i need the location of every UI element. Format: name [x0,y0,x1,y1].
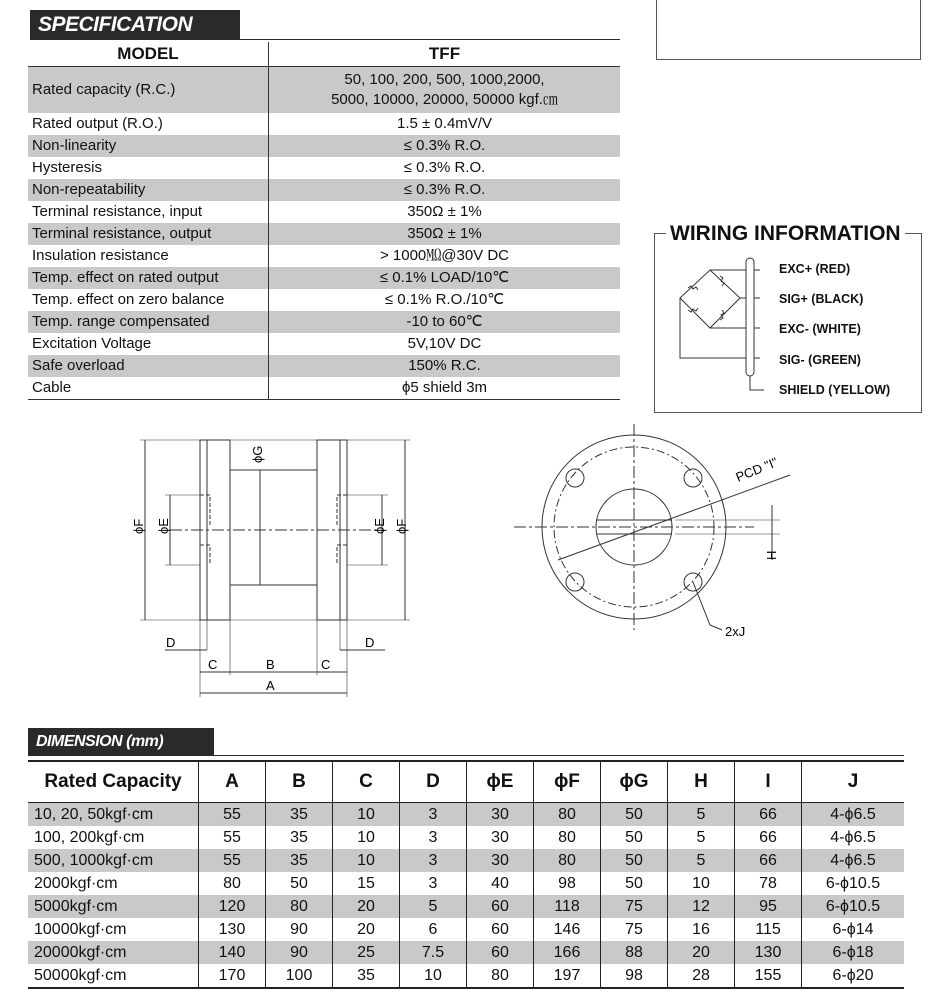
dimension-value-cell: 30 [467,849,534,872]
spec-value: 150% R.C. [269,355,621,377]
dimension-value-cell: 50 [601,803,668,827]
dimension-value-cell: 28 [668,964,735,988]
dimension-value-cell: 5 [668,849,735,872]
dimension-row [28,849,904,872]
dimension-value-cell: 60 [467,918,534,941]
spec-value: ≤ 0.3% R.O. [269,179,621,201]
dimension-value-cell: 75 [601,918,668,941]
spec-label: Temp. range compensated [28,311,269,333]
dimension-value-cell: 6-ϕ10.5 [825,875,881,892]
side-label-e-left: ϕE [156,518,171,534]
spec-label: Terminal resistance, input [28,201,269,223]
side-label-c-right: C [321,657,331,672]
dimension-value-cell: 20 [333,895,400,918]
dimension-value-cell: 60 [467,941,534,964]
dimension-value-cell: 90 [266,918,333,941]
spec-row [28,223,620,245]
dimension-row [28,895,904,918]
spec-row [28,201,620,223]
dimension-value-cell: 170 [199,964,266,988]
dimension-value-cell: 90 [266,941,333,964]
dimension-value-cell: 6-ϕ18 [802,941,905,964]
spec-row [28,311,620,333]
dimension-value-cell: 7.5 [400,941,467,964]
spec-row [28,157,620,179]
dimension-value-cell: 6-ϕ10.5 [802,895,905,918]
front-label-pcd: PCD "I" [733,454,780,485]
spec-row [28,135,620,157]
dimension-value-cell: 60 [467,895,534,918]
spec-header-value: TFF [269,42,621,67]
dimension-value-cell: 50 [601,872,668,895]
dimension-value-cell: 80 [266,895,333,918]
spec-row [28,179,620,201]
spec-label: Rated capacity (R.C.) [28,67,269,114]
dimension-value-cell: 16 [668,918,735,941]
wiring-title: WIRING INFORMATION [666,222,905,246]
front-view-drawing [500,420,800,650]
dimension-value-cell: 3 [400,803,467,827]
dimension-value-cell: 75 [601,895,668,918]
dimension-value-cell: 4-ϕ6.5 [830,829,876,846]
dimension-capacity-cell: 20000kgf·cm [28,941,199,964]
dimension-value-cell: 146 [534,918,601,941]
spec-section-title: SPECIFICATION [30,10,240,40]
dimension-value-cell: 118 [534,895,601,918]
spec-value: 5V,10V DC [407,335,482,352]
dimension-value-cell: 10 [400,964,467,988]
side-label-a: A [266,678,275,693]
spec-label: Non-linearity [28,135,269,157]
dimension-header-cell: H [668,761,735,803]
dimension-value-cell: 80 [467,964,534,988]
dimension-table-body [28,803,904,989]
dimension-value-cell: 35 [266,826,333,849]
spec-value: ϕ5 shield 3m [269,377,621,400]
side-label-b: B [266,657,275,672]
side-label-f-left: ϕF [131,518,146,534]
spec-value: 350Ω ± 1% [407,203,482,220]
dimension-row [28,941,904,964]
dimension-row [28,803,904,827]
dimension-value-cell: 78 [735,872,802,895]
dimension-capacity-cell: 50000kgf·cm [28,964,199,988]
dimension-value-cell: 20 [333,918,400,941]
dimension-value-cell: 4-ϕ6.5 [802,803,905,827]
dimension-value-cell: 130 [199,918,266,941]
side-label-f-right: ϕF [394,518,409,534]
dimension-value-cell: 35 [333,964,400,988]
spec-label: Temp. effect on rated output [28,267,269,289]
spec-row [28,245,620,267]
front-label-j: 2xJ [725,624,746,639]
dimension-value-cell: 66 [735,849,802,872]
spec-row [28,355,620,377]
dimension-value-cell: 140 [199,941,266,964]
dimension-value-cell: 5 [668,826,735,849]
dimension-header-cell: ϕG [601,761,668,803]
dimension-value-cell: 55 [199,803,266,827]
dimension-value-cell: 88 [601,941,668,964]
spec-header-model: MODEL [28,42,269,67]
dimension-value-cell: 3 [400,826,467,849]
dimension-value-cell: 98 [601,964,668,988]
spec-row [28,289,620,311]
dimension-value-cell: 4-ϕ6.5 [802,849,905,872]
wiring-label-shield: SHIELD (YELLOW) [779,383,891,397]
spec-table [28,42,620,400]
dimension-value-cell: 40 [467,872,534,895]
dimension-row [28,872,904,895]
dimension-value-cell: 66 [735,826,802,849]
dimension-value-cell: 50 [601,826,668,849]
dimension-value-cell: 30 [467,803,534,827]
dimension-value-cell: 80 [199,872,266,895]
dimension-value-cell: 50 [601,849,668,872]
dimension-value-cell: 100 [266,964,333,988]
spec-row [28,267,620,289]
spec-value-line: 5000, 10000, 20000, 50000 kgf.㎝ [331,91,558,108]
side-view-drawing [110,425,440,705]
dimension-value-cell: 55 [199,849,266,872]
dimension-header-cell: A [199,761,266,803]
dimension-header-cell: D [400,761,467,803]
dimension-header-cell: ϕE [467,761,534,803]
dimension-value-cell: 10 [333,803,400,827]
wiring-label-sig-minus: SIG- (GREEN) [779,353,861,367]
dimension-header-cell: C [333,761,400,803]
spec-row [28,113,620,135]
dimension-value-cell: 197 [534,964,601,988]
dimension-capacity-cell: 100, 200kgf·cm [28,826,199,849]
spec-value: 350Ω ± 1% [269,223,621,245]
dimension-row [28,826,904,849]
dimension-header-cell: ϕF [534,761,601,803]
dimension-value-cell: 155 [735,964,802,988]
wiring-label-sig-plus: SIG+ (BLACK) [779,292,864,306]
spec-value: ≤ 0.3% R.O. [403,159,486,176]
dimension-value-cell: 3 [400,872,467,895]
spec-label: Cable [28,377,269,400]
spec-header-row [28,42,620,67]
dimension-value-cell: 6-ϕ20 [802,964,905,988]
side-label-g: ϕG [250,445,265,463]
dimension-value-cell: 50 [266,872,333,895]
side-label-c-left: C [208,657,218,672]
spec-label: Safe overload [28,355,269,377]
dimension-value-cell: 80 [534,826,601,849]
side-label-e-right: ϕE [372,518,387,534]
dimension-value-cell: 115 [735,918,802,941]
side-label-d-right: D [365,635,375,650]
dimension-capacity-cell: 2000kgf·cm [28,872,199,895]
dimension-row [28,964,904,988]
spec-row [28,333,620,355]
wiring-label-exc-plus: EXC+ (RED) [779,262,851,276]
dimension-value-cell: 95 [735,895,802,918]
dimension-header-cell: B [266,761,333,803]
dimension-value-cell: 6-ϕ14 [832,921,874,938]
dimension-section-title: DIMENSION (mm) [28,728,214,756]
spec-row [28,67,620,114]
dimension-capacity-cell: 10, 20, 50kgf·cm [28,803,199,827]
wiring-diagram [660,250,780,400]
dimension-value-cell: 5 [668,803,735,827]
dimension-table [28,760,904,989]
spec-label: Hysteresis [28,157,269,179]
dimension-value-cell: 12 [668,895,735,918]
dimension-header-cell: J [802,761,905,803]
spec-label: Excitation Voltage [28,333,269,355]
dimension-value-cell: 35 [266,803,333,827]
dimension-capacity-cell: 500, 1000kgf·cm [28,849,199,872]
spec-value: > 1000㏁@30V DC [379,247,510,264]
dimension-value-cell: 20 [668,941,735,964]
bridge-circuit [680,270,740,328]
spec-label: Rated output (R.O.) [28,113,269,135]
spec-label: Terminal resistance, output [28,223,269,245]
cable-icon [746,258,754,376]
spec-label: Insulation resistance [28,245,269,267]
spec-label: Temp. effect on zero balance [28,289,269,311]
dimension-value-cell: 15 [333,872,400,895]
spec-value: ≤ 0.3% R.O. [269,135,621,157]
dimension-value-cell: 25 [333,941,400,964]
spec-value: ≤ 0.1% LOAD/10℃ [269,267,621,289]
dimension-header-cell: I [735,761,802,803]
dimension-value-cell: 130 [735,941,802,964]
spec-value: -10 to 60℃ [269,311,621,333]
dimension-row [28,918,904,941]
dimension-value-cell: 80 [534,803,601,827]
blank-box [656,0,921,60]
spec-value [269,67,621,114]
dimension-value-cell: 10 [333,849,400,872]
dimension-value-cell: 120 [199,895,266,918]
dimension-capacity-cell: 10000kgf·cm [28,918,199,941]
dimension-value-cell: 5 [400,895,467,918]
dimension-value-cell: 80 [534,849,601,872]
dimension-value-cell: 3 [400,849,467,872]
dimension-value-cell: 10 [668,872,735,895]
dimension-header-cell: Rated Capacity [28,761,199,803]
wiring-label-exc-minus: EXC- (WHITE) [779,322,861,336]
spec-value: 1.5 ± 0.4mV/V [397,115,492,132]
dimension-value-cell: 66 [735,803,802,827]
spec-value: ≤ 0.1% R.O./10℃ [384,291,505,308]
dimension-value-cell: 35 [266,849,333,872]
dimension-value-cell: 30 [467,826,534,849]
dimension-value-cell: 166 [534,941,601,964]
dimension-title-rule [214,755,904,756]
dimension-value-cell: 98 [534,872,601,895]
spec-label: Non-repeatability [28,179,269,201]
dimension-value-cell: 55 [199,826,266,849]
spec-value-line: 50, 100, 200, 500, 1000,2000, [344,71,545,88]
dimension-value-cell: 10 [333,826,400,849]
spec-title-rule [240,39,620,40]
spec-row [28,377,620,400]
dimension-value-cell: 6 [400,918,467,941]
front-label-h: H [764,550,779,560]
dimension-capacity-cell: 5000kgf·cm [28,895,199,918]
side-label-d-left: D [166,635,176,650]
dimension-header-row [28,761,904,803]
